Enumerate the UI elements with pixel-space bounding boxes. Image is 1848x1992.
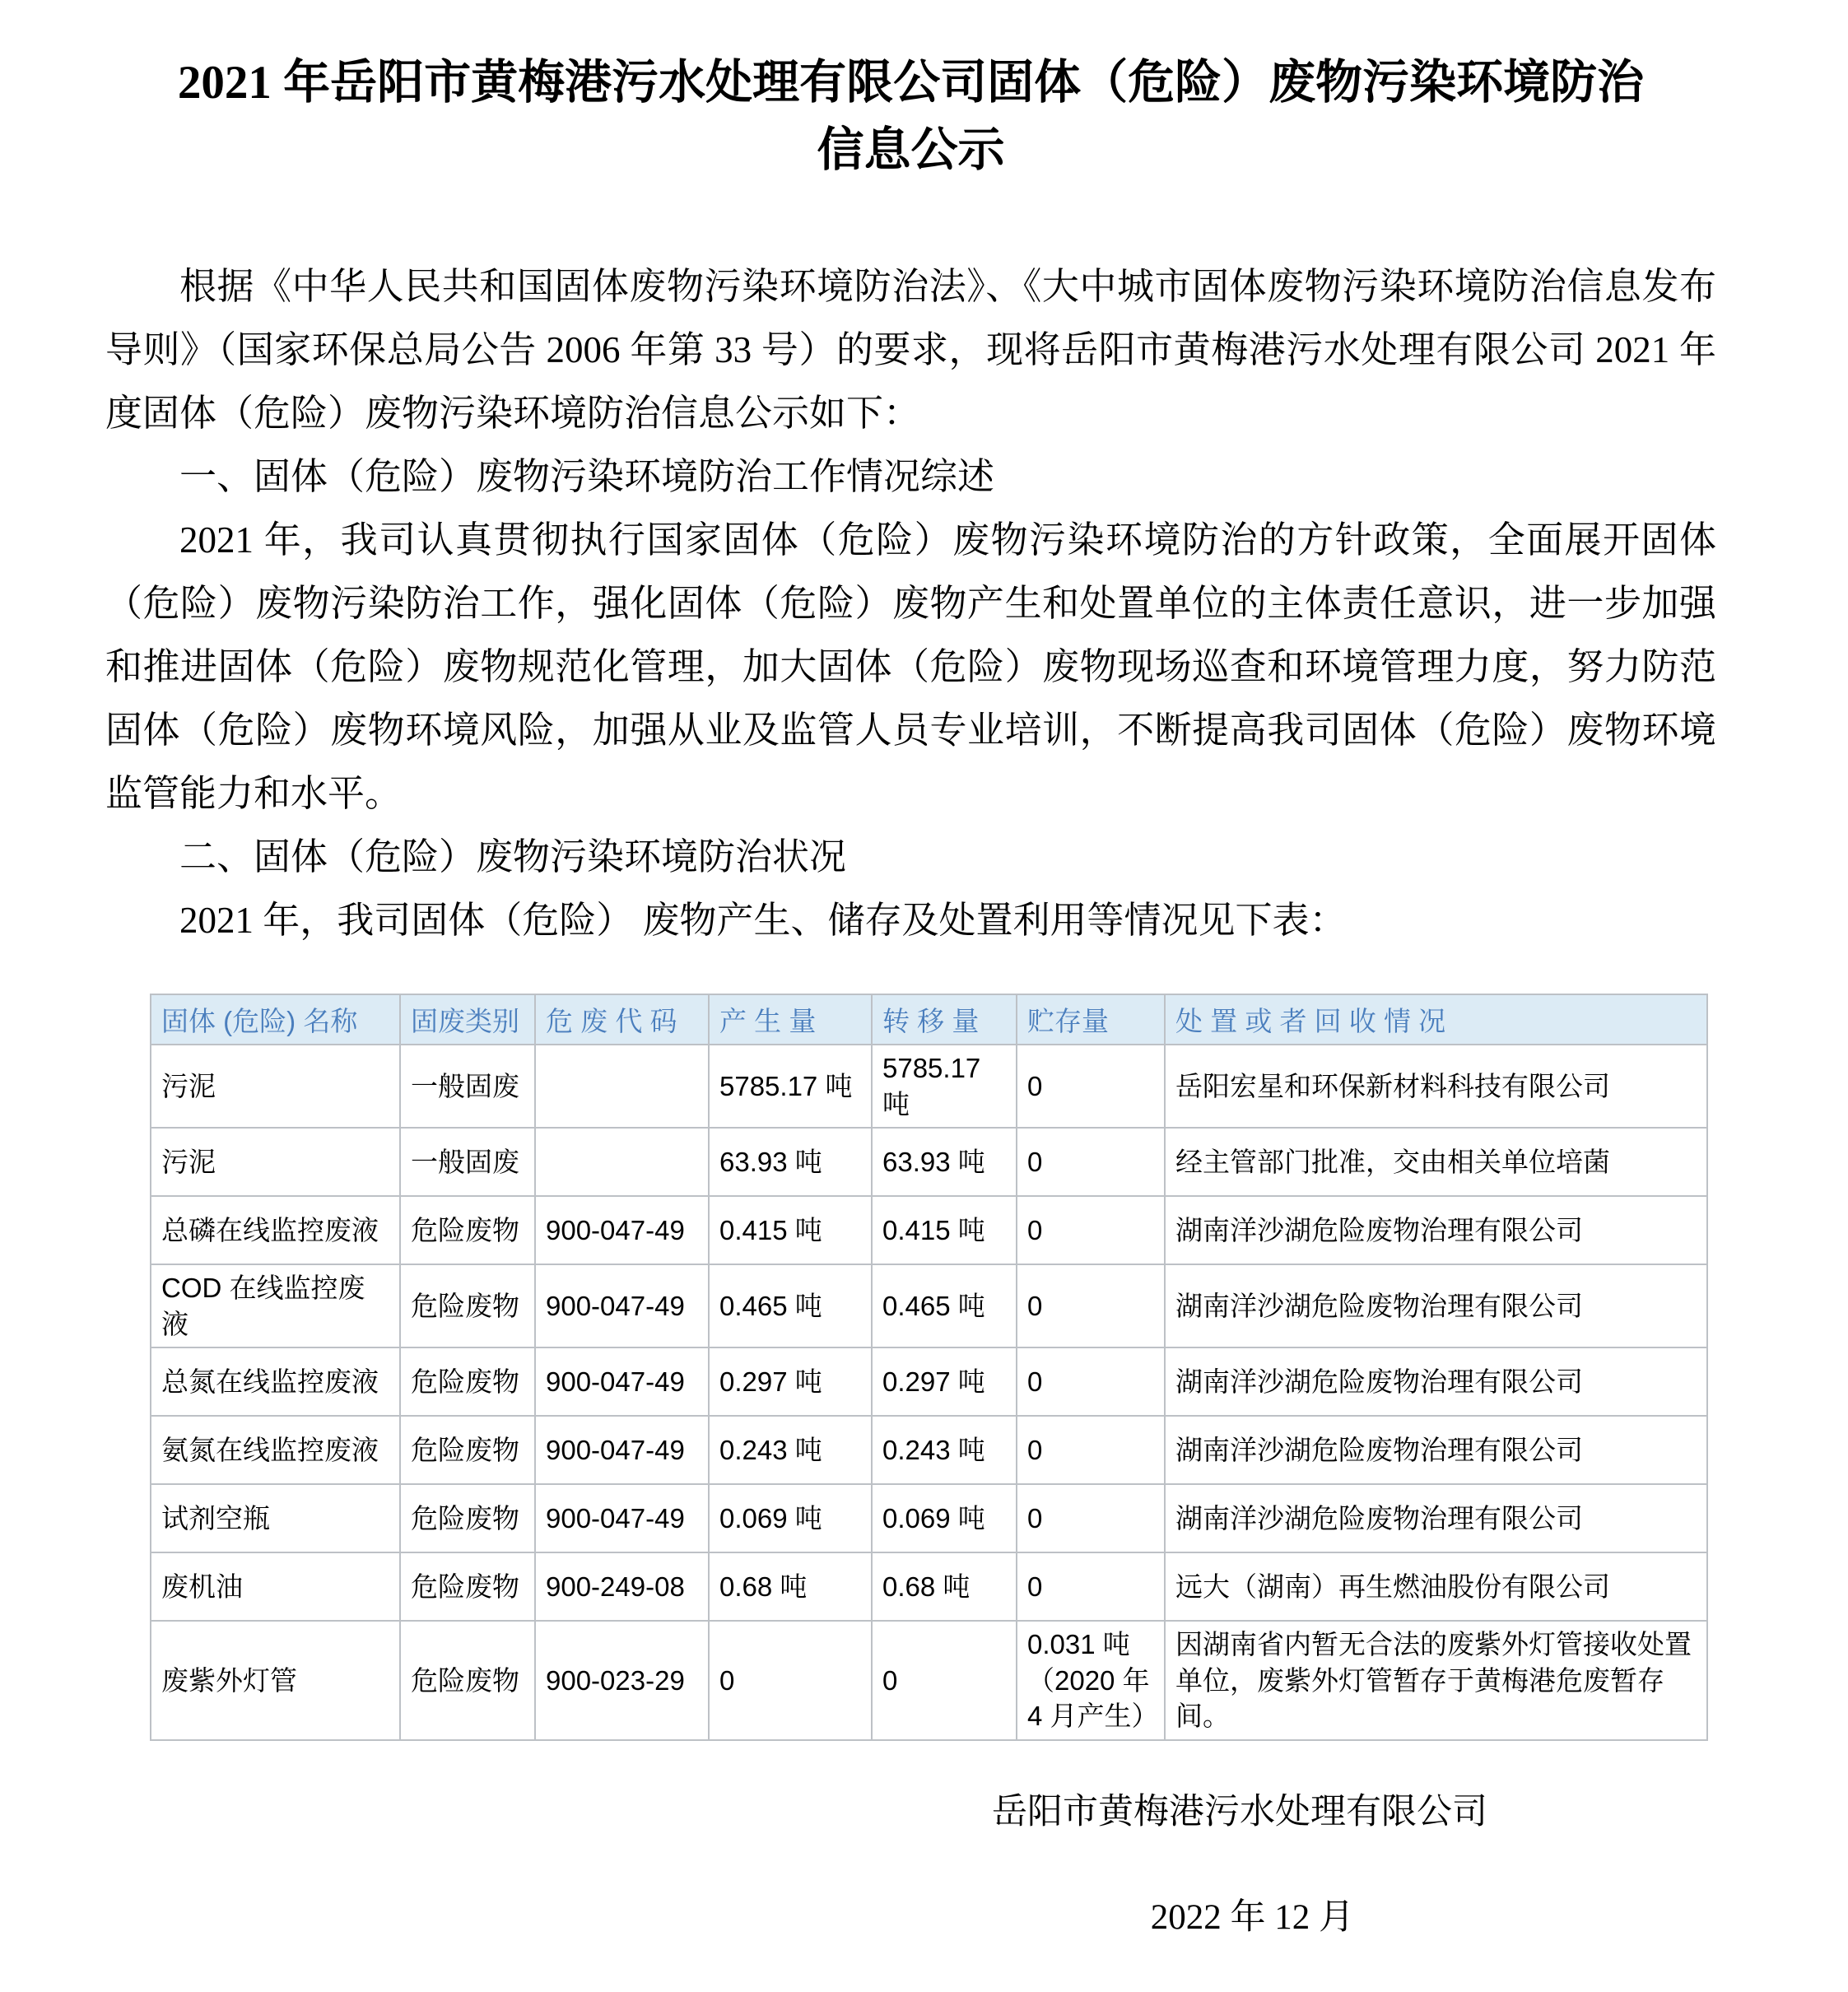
column-header-disposal-recovery: 处 置 或 者 回 收 情 况 [1165, 994, 1707, 1045]
cell-waste-code [535, 1045, 709, 1128]
cell-waste-code: 900-023-29 [535, 1621, 709, 1740]
cell-transferred-amount: 0.297 吨 [872, 1347, 1017, 1416]
cell-transferred-amount: 0.243 吨 [872, 1416, 1017, 1484]
cell-stored-amount: 0 [1017, 1264, 1165, 1347]
cell-waste-name: 氨氮在线监控废液 [151, 1416, 400, 1484]
cell-waste-name: COD 在线监控废液 [151, 1264, 400, 1347]
table-row [151, 1264, 1707, 1347]
cell-generated-amount: 0.415 吨 [709, 1196, 872, 1264]
cell-transferred-amount: 0.415 吨 [872, 1196, 1017, 1264]
cell-waste-code [535, 1128, 709, 1196]
cell-waste-category: 一般固废 [400, 1128, 535, 1196]
cell-generated-amount: 0.069 吨 [709, 1484, 872, 1552]
cell-disposal-recovery: 岳阳宏星和环保新材料科技有限公司 [1165, 1045, 1707, 1128]
cell-disposal-recovery: 湖南洋沙湖危险废物治理有限公司 [1165, 1196, 1707, 1264]
document-title [105, 49, 1716, 184]
cell-waste-name: 污泥 [151, 1045, 400, 1128]
cell-stored-amount: 0 [1017, 1128, 1165, 1196]
cell-waste-name: 污泥 [151, 1128, 400, 1196]
waste-table [150, 994, 1708, 1741]
cell-waste-category: 危险废物 [400, 1621, 535, 1740]
column-header-transferred-amount: 转 移 量 [872, 994, 1017, 1045]
table-row [151, 1484, 1707, 1552]
cell-generated-amount: 0.465 吨 [709, 1264, 872, 1347]
cell-disposal-recovery: 远大（湖南）再生燃油股份有限公司 [1165, 1552, 1707, 1621]
cell-waste-category: 危险废物 [400, 1347, 535, 1416]
cell-waste-name: 试剂空瓶 [151, 1484, 400, 1552]
column-header-generated-amount: 产 生 量 [709, 994, 872, 1045]
cell-waste-category: 危险废物 [400, 1552, 535, 1621]
cell-transferred-amount: 0 [872, 1621, 1017, 1740]
cell-waste-code: 900-249-08 [535, 1552, 709, 1621]
cell-disposal-recovery: 湖南洋沙湖危险废物治理有限公司 [1165, 1347, 1707, 1416]
cell-stored-amount: 0 [1017, 1416, 1165, 1484]
table-row [151, 1196, 1707, 1264]
cell-transferred-amount: 0.069 吨 [872, 1484, 1017, 1552]
cell-transferred-amount: 63.93 吨 [872, 1128, 1017, 1196]
cell-waste-category: 危险废物 [400, 1264, 535, 1347]
title-line-1: 2021 年岳阳市黄梅港污水处理有限公司固体（危险）废物污染环境防治 [177, 57, 1645, 109]
table-header-row [151, 994, 1707, 1045]
cell-stored-amount: 0.031 吨（2020 年 4 月产生） [1017, 1621, 1165, 1740]
cell-generated-amount: 5785.17 吨 [709, 1045, 872, 1128]
cell-waste-category: 危险废物 [400, 1416, 535, 1484]
footer-date: 2022 年 12 月 [1150, 1897, 1354, 1937]
cell-disposal-recovery: 湖南洋沙湖危险废物治理有限公司 [1165, 1416, 1707, 1484]
cell-waste-code: 900-047-49 [535, 1347, 709, 1416]
cell-stored-amount: 0 [1017, 1484, 1165, 1552]
cell-generated-amount: 0.68 吨 [709, 1552, 872, 1621]
column-header-waste-category: 固废类别 [400, 994, 535, 1045]
cell-disposal-recovery: 经主管部门批准，交由相关单位培菌 [1165, 1128, 1707, 1196]
footer-company-name: 岳阳市黄梅港污水处理有限公司 [992, 1792, 1487, 1831]
cell-transferred-amount: 0.465 吨 [872, 1264, 1017, 1347]
cell-waste-name: 总氮在线监控废液 [151, 1347, 400, 1416]
paragraph-intro: 根据《中华人民共和国固体废物污染环境防治法》、《大中城市固体废物污染环境防治信息发布导则》（国家环保总局公告 2006 年第 33 号）的要求，现将岳阳市黄梅港污水处理有限公司 2021 年度固体（危险）废物污染环境防治信息公示如下： [105, 266, 1716, 434]
table-row [151, 1416, 1707, 1484]
cell-waste-name: 废紫外灯管 [151, 1621, 400, 1740]
cell-stored-amount: 0 [1017, 1045, 1165, 1128]
title-line-2: 信息公示 [817, 124, 1005, 176]
cell-disposal-recovery: 湖南洋沙湖危险废物治理有限公司 [1165, 1484, 1707, 1552]
cell-transferred-amount: 5785.17 吨 [872, 1045, 1017, 1128]
column-header-waste-name: 固体 (危险) 名称 [151, 994, 400, 1045]
cell-stored-amount: 0 [1017, 1552, 1165, 1621]
cell-stored-amount: 0 [1017, 1196, 1165, 1264]
section-heading-1: 一、固体（危险）废物污染环境防治工作情况综述 [179, 456, 995, 497]
cell-stored-amount: 0 [1017, 1347, 1165, 1416]
table-row [151, 1347, 1707, 1416]
table-row [151, 1045, 1707, 1128]
section-heading-2: 二、固体（危险）废物污染环境防治状况 [179, 836, 847, 877]
table-row [151, 1128, 1707, 1196]
cell-disposal-recovery: 因湖南省内暂无合法的废紫外灯管接收处置单位，废紫外灯管暂存于黄梅港危废暂存间。 [1165, 1621, 1707, 1740]
cell-waste-code: 900-047-49 [535, 1484, 709, 1552]
cell-waste-code: 900-047-49 [535, 1416, 709, 1484]
cell-waste-category: 危险废物 [400, 1484, 535, 1552]
cell-disposal-recovery: 湖南洋沙湖危险废物治理有限公司 [1165, 1264, 1707, 1347]
cell-waste-name: 总磷在线监控废液 [151, 1196, 400, 1264]
cell-waste-category: 危险废物 [400, 1196, 535, 1264]
cell-generated-amount: 0.297 吨 [709, 1347, 872, 1416]
cell-generated-amount: 0 [709, 1621, 872, 1740]
column-header-waste-code: 危 废 代 码 [535, 994, 709, 1045]
paragraph-section-2: 2021 年，我司固体（危险） 废物产生、储存及处置利用等情况见下表： [179, 900, 1347, 941]
column-header-stored-amount: 贮存量 [1017, 994, 1165, 1045]
table-row [151, 1552, 1707, 1621]
cell-generated-amount: 63.93 吨 [709, 1128, 872, 1196]
cell-waste-code: 900-047-49 [535, 1264, 709, 1347]
cell-transferred-amount: 0.68 吨 [872, 1552, 1017, 1621]
document-body [105, 255, 1716, 952]
cell-waste-name: 废机油 [151, 1552, 400, 1621]
cell-waste-code: 900-047-49 [535, 1196, 709, 1264]
paragraph-section-1: 2021 年，我司认真贯彻执行国家固体（危险）废物污染环境防治的方针政策，全面展开固体（危险）废物污染防治工作，强化固体（危险）废物产生和处置单位的主体责任意识，进一步加强和推进固体（危险）废物规范化管理，加大固体（危险）废物现场巡查和环境管理力度，努力防范固体（危险）废物环境风险，加强从业及监管人员专业培训，不断提高我司固体（危险）废物环境监管能力和水平。 [105, 519, 1716, 814]
cell-waste-category: 一般固废 [400, 1045, 535, 1128]
cell-generated-amount: 0.243 吨 [709, 1416, 872, 1484]
table-row [151, 1621, 1707, 1740]
